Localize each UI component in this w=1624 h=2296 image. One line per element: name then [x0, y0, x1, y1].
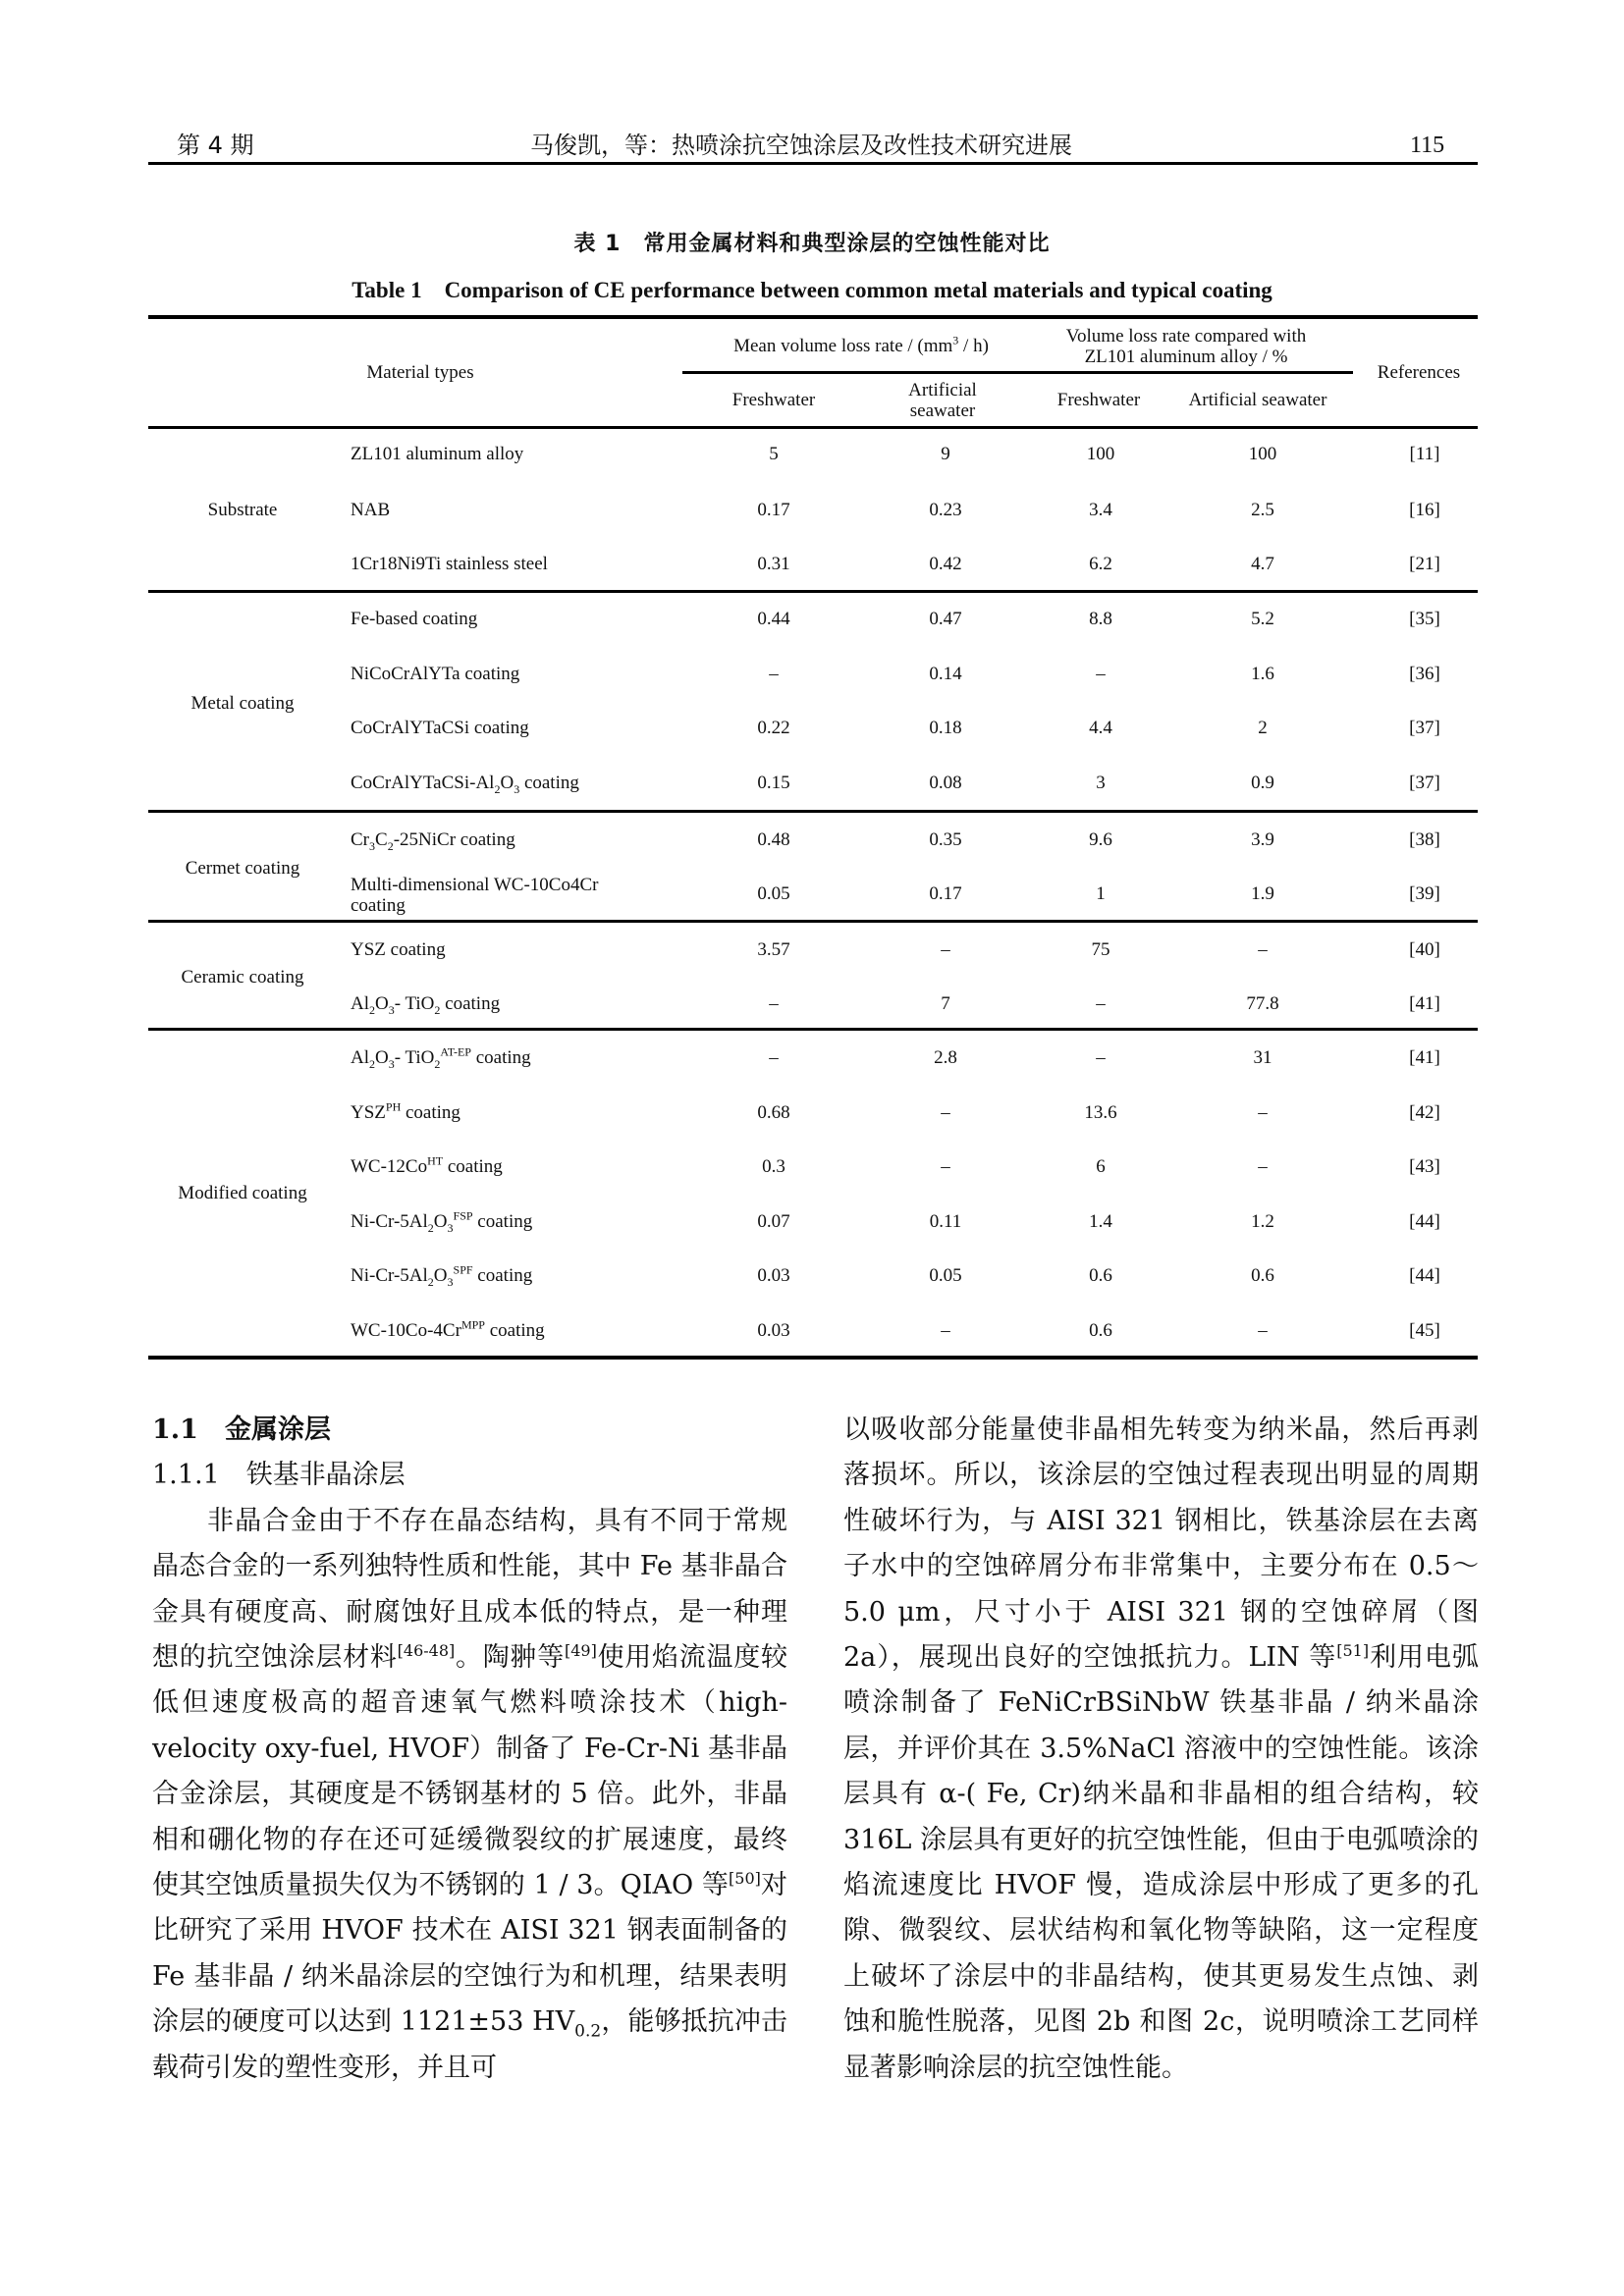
- material-name: $Al_2O_3-$ TiO$_2^{AT-EP}$ coating: [351, 1044, 531, 1071]
- value-fw-pct: –: [1096, 664, 1106, 684]
- value-fw: 0.03: [757, 1265, 790, 1286]
- value-fw-pct: 9.6: [1089, 829, 1112, 850]
- category-modified-coating: Modified coating: [178, 1183, 307, 1203]
- table-bottom-rule: [148, 1356, 1478, 1360]
- material-name: CoCrAlYTaCSi coating: [351, 718, 529, 738]
- value-fw: 0.15: [757, 773, 790, 793]
- value-fw: 0.22: [757, 718, 790, 738]
- value-sw: 0.35: [929, 829, 962, 850]
- value-sw-pct: 2.5: [1251, 500, 1274, 520]
- value-sw-pct: 77.8: [1246, 993, 1279, 1014]
- value-sw-pct: 1.6: [1251, 664, 1274, 684]
- citation[interactable]: [49]: [564, 1641, 597, 1661]
- reference: [43]: [1409, 1156, 1440, 1177]
- subheader-freshwater: Freshwater: [731, 390, 816, 410]
- value-sw-pct: 31: [1253, 1047, 1272, 1068]
- value-fw-pct: –: [1096, 993, 1106, 1014]
- category-substrate: Substrate: [207, 500, 278, 520]
- left-column: [152, 1408, 787, 2091]
- value-fw-pct: –: [1096, 1047, 1106, 1068]
- table-top-rule: [148, 315, 1478, 319]
- category-ceramic-coating: Ceramic coating: [181, 967, 304, 988]
- material-name: 1Cr18Ni9Ti stainless steel: [351, 554, 548, 574]
- table-caption-en: Table 1 Comparison of CE performance between common metal materials and typical coating: [352, 278, 1272, 302]
- value-fw-pct: 8.8: [1089, 609, 1112, 629]
- value-sw: 0.23: [929, 500, 962, 520]
- value-sw: 0.05: [929, 1265, 962, 1286]
- paragraph: 非晶合金由于不存在晶态结构，具有不同于常规晶态合金的一系列独特性质和性能，其中 Fe 基非晶合金具有硬度高、耐腐蚀好且成本低的特点，是一种理想的抗空蚀涂层材料[46-48]。陶翀等[49]使用焰流温度较低但速度极高的超音速氧气燃料喷涂技术（high-velocity oxy-fuel, HVOF）制备了 Fe-Cr-Ni 基非晶合金涂层，其硬度是不锈钢基材的 5 倍。此外，非晶相和硼化物的存在还可延缓微裂纹的扩展速度，最终使其空蚀质量损失仅为不锈钢的 1 / 3。QIAO 等[50]对比研究了采用 HVOF 技术在 AISI 321 钢表面制备的 Fe 基非晶 / 纳米晶涂层的空蚀行为和机理，结果表明涂层的硬度可以达到 1121±53 $HV_{0.2}$，能够抵抗冲击载荷引发的塑性变形，并且可: [152, 1505, 788, 2083]
- header-relative-line1: Volume loss rate compared with: [1065, 326, 1307, 347]
- value-fw: –: [769, 993, 779, 1014]
- value-sw: 7: [941, 993, 950, 1014]
- value-sw-pct: –: [1258, 1320, 1268, 1341]
- subheader-artificial-line2: seawater: [909, 400, 976, 421]
- value-fw: 3.57: [757, 939, 790, 960]
- citation[interactable]: [46-48]: [397, 1641, 456, 1661]
- table-caption-cn: 表 1 常用金属材料和典型涂层的空蚀性能对比: [573, 232, 1051, 256]
- value-sw: –: [941, 1102, 950, 1123]
- material-name: Fe-based coating: [351, 609, 478, 629]
- value-sw-pct: 1.2: [1251, 1211, 1274, 1232]
- value-fw-pct: 1.4: [1089, 1211, 1112, 1232]
- value-fw: –: [769, 1047, 779, 1068]
- value-fw-pct: 75: [1091, 939, 1110, 960]
- reference: [41]: [1409, 1047, 1440, 1068]
- section-heading: 1.1 金属涂层: [152, 1415, 331, 1445]
- page-number: 115: [1410, 133, 1445, 158]
- material-name: ZL101 aluminum alloy: [351, 444, 524, 464]
- reference: [16]: [1409, 500, 1440, 520]
- citation[interactable]: [51]: [1336, 1641, 1370, 1661]
- reference: [37]: [1409, 718, 1440, 738]
- header-references: References: [1377, 362, 1461, 383]
- value-sw-pct: –: [1258, 939, 1268, 960]
- value-fw-pct: 6.2: [1089, 554, 1112, 574]
- category-metal-coating: Metal coating: [190, 693, 295, 714]
- reference: [35]: [1409, 609, 1440, 629]
- value-fw: 0.05: [757, 883, 790, 904]
- value-sw-pct: 1.9: [1251, 883, 1274, 904]
- reference: [45]: [1409, 1320, 1440, 1341]
- value-fw: 0.07: [757, 1211, 790, 1232]
- value-sw-pct: 4.7: [1251, 554, 1274, 574]
- value-fw: 0.03: [757, 1320, 790, 1341]
- value-sw-pct: 0.6: [1251, 1265, 1274, 1286]
- reference: [44]: [1409, 1211, 1440, 1232]
- reference: [42]: [1409, 1102, 1440, 1123]
- value-fw: 0.17: [757, 500, 790, 520]
- subheader-freshwater-pct: Freshwater: [1056, 390, 1141, 410]
- value-sw: 2.8: [934, 1047, 957, 1068]
- subheader-artificial-line1: Artificial: [908, 380, 977, 400]
- value-sw: 9: [941, 444, 950, 464]
- category-cermet-coating: Cermet coating: [185, 858, 300, 879]
- material-name: YSZ coating: [351, 939, 446, 960]
- header-relative-line2: ZL101 aluminum alloy / %: [1084, 347, 1288, 367]
- value-fw-pct: 0.6: [1089, 1265, 1112, 1286]
- reference: [36]: [1409, 664, 1440, 684]
- reference: [11]: [1409, 444, 1440, 464]
- right-column: [843, 1408, 1479, 2091]
- material-name: NiCoCrAlYTa coating: [351, 664, 520, 684]
- material-name: $Al_2O_3-$ TiO$_2$ coating: [351, 993, 501, 1017]
- header-mean-volume-loss: Mean volume loss rate / $(mm^3 / h)$: [733, 333, 989, 356]
- value-fw-pct: 4.4: [1089, 718, 1112, 738]
- group-divider: [148, 1028, 1478, 1031]
- value-sw-pct: 5.2: [1251, 609, 1274, 629]
- table-mid-rule: [682, 371, 1353, 374]
- value-fw: 0.44: [757, 609, 790, 629]
- group-divider: [148, 810, 1478, 813]
- material-name: $YSZ^{PH}$ coating: [351, 1099, 460, 1123]
- header-material-types: Material types: [366, 362, 474, 383]
- reference: [41]: [1409, 993, 1440, 1014]
- value-sw: 0.47: [929, 609, 962, 629]
- value-sw: –: [941, 939, 950, 960]
- reference: [38]: [1409, 829, 1440, 850]
- value-fw: 0.31: [757, 554, 790, 574]
- value-sw: 0.17: [929, 883, 962, 904]
- running-header-issue: 第 4 期: [177, 132, 254, 159]
- value-sw: 0.08: [929, 773, 962, 793]
- material-name: NAB: [351, 500, 391, 520]
- material-name: $Ni-Cr-5Al_2O_3^{SPF}$ coating: [351, 1262, 533, 1289]
- value-fw: 5: [769, 444, 779, 464]
- reference: [39]: [1409, 883, 1440, 904]
- value-fw-pct: 6: [1096, 1156, 1106, 1177]
- value-sw: 0.18: [929, 718, 962, 738]
- value-sw: –: [941, 1320, 950, 1341]
- paragraph-continued: 以吸收部分能量使非晶相先转变为纳米晶，然后再剥落损坏。所以，该涂层的空蚀过程表现出明显的周期性破坏行为，与 AISI 321 钢相比，铁基涂层在去离子水中的空蚀碎屑分布非常集中，主要分布在 0.5～5.0 μm，尺寸小于 AISI 321 钢的空蚀碎屑（图 2a），展现出良好的空蚀抵抗力。LIN 等[51]利用电弧喷涂制备了 FeNiCrBSiNbW 铁基非晶 / 纳米晶涂层，并评价其在 3.5%NaCl 溶液中的空蚀性能。该涂层具有 α-( Fe, Cr)纳米晶和非晶相的组合结构，较 316L 涂层具有更好的抗空蚀性能，但由于电弧喷涂的焰流速度比 HVOF 慢，造成涂层中形成了更多的孔隙、微裂纹、层状结构和氧化物等缺陷，这一定程度上破坏了涂层中的非晶结构，使其更易发生点蚀、剥蚀和脆性脱落，见图 2b 和图 2c，说明喷涂工艺同样显著影响涂层的抗空蚀性能。: [843, 1415, 1480, 2083]
- material-name: $Cr_3C_2-25NiCr$ coating: [351, 829, 515, 853]
- group-divider: [148, 590, 1478, 593]
- table-header-rule: [148, 426, 1478, 429]
- value-fw: 0.68: [757, 1102, 790, 1123]
- value-sw-pct: –: [1258, 1102, 1268, 1123]
- citation[interactable]: [50]: [729, 1869, 761, 1889]
- value-sw-pct: –: [1258, 1156, 1268, 1177]
- value-fw-pct: 3: [1096, 773, 1106, 793]
- material-name-line2: coating: [351, 895, 406, 916]
- value-sw: 0.14: [929, 664, 962, 684]
- value-fw: –: [769, 664, 779, 684]
- value-fw: 0.48: [757, 829, 790, 850]
- value-fw-pct: 13.6: [1084, 1102, 1117, 1123]
- subheader-artificial-pct: Artificial seawater: [1188, 390, 1327, 410]
- value-sw-pct: 2: [1258, 718, 1268, 738]
- material-name-line1: Multi-dimensional WC-10Co4Cr: [351, 875, 599, 895]
- value-sw-pct: 0.9: [1251, 773, 1274, 793]
- reference: [21]: [1409, 554, 1440, 574]
- material-name: $WC-12Co^{HT}$ coating: [351, 1153, 503, 1177]
- reference: [40]: [1409, 939, 1440, 960]
- subsection-heading: 1.1.1 铁基非晶涂层: [152, 1460, 406, 1491]
- value-sw-pct: 100: [1248, 444, 1277, 464]
- header-rule: [148, 162, 1478, 165]
- material-name: $WC-10Co-4Cr^{MPP}$ coating: [351, 1317, 545, 1341]
- value-fw-pct: 1: [1096, 883, 1106, 904]
- material-name: $Ni-Cr-5Al_2O_3^{FSP}$ coating: [351, 1208, 533, 1235]
- value-fw-pct: 0.6: [1089, 1320, 1112, 1341]
- material-name: CoCrAlYTaCSi-$Al_2O_3$ coating: [351, 773, 579, 796]
- value-fw-pct: 100: [1086, 444, 1115, 464]
- value-sw: 0.11: [929, 1211, 962, 1232]
- value-sw: –: [941, 1156, 950, 1177]
- reference: [37]: [1409, 773, 1440, 793]
- group-divider: [148, 920, 1478, 923]
- value-fw-pct: 3.4: [1089, 500, 1112, 520]
- value-sw: 0.42: [929, 554, 962, 574]
- value-sw-pct: 3.9: [1251, 829, 1274, 850]
- running-header-title: 马俊凯，等：热喷涂抗空蚀涂层及改性技术研究进展: [530, 132, 1072, 159]
- value-fw: 0.3: [762, 1156, 785, 1177]
- reference: [44]: [1409, 1265, 1440, 1286]
